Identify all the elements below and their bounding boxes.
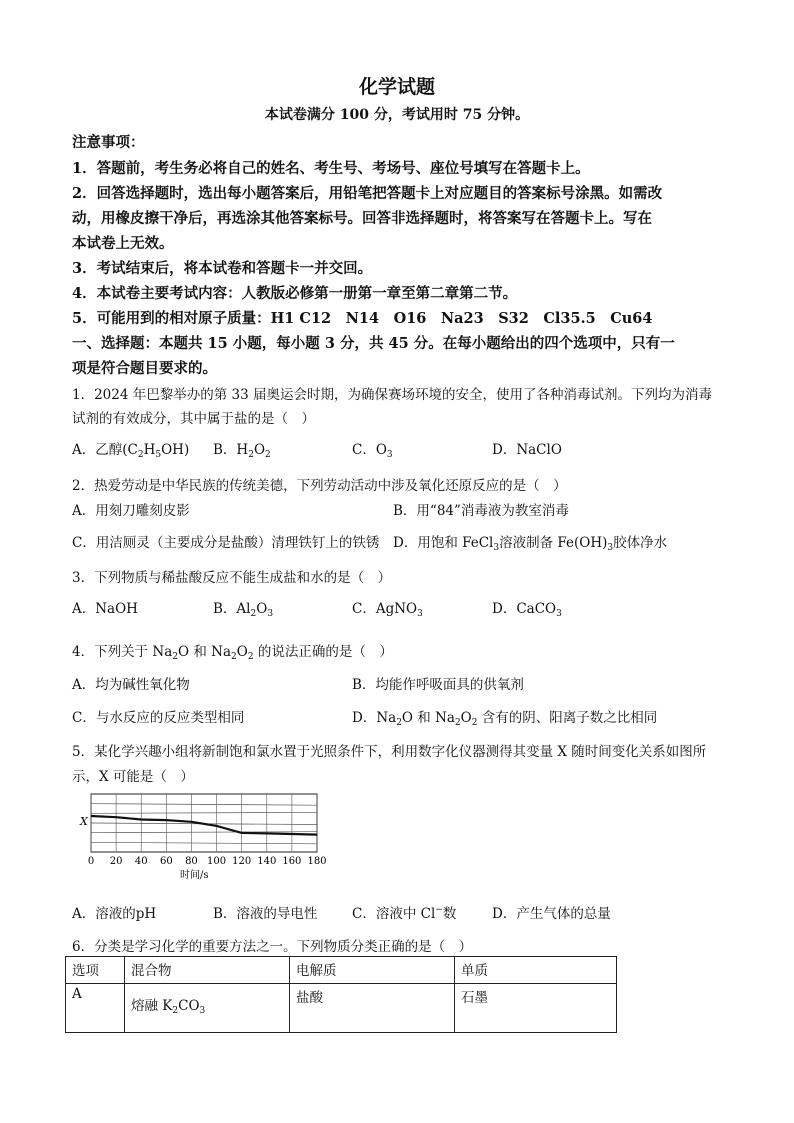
subscript: 2 (396, 718, 402, 728)
superscript: − (435, 905, 443, 915)
table-row (66, 984, 617, 1033)
stem-text: 的说法正确的是（ ） (253, 644, 393, 660)
question-1-stem-cont: 试剂的有效成分，其中属于盐的是（ ） (72, 411, 315, 427)
page-subtitle: 本试卷满分 100 分，考试用时 75 分钟。 (264, 107, 530, 123)
subscript: 2 (248, 450, 254, 460)
subscript: 2 (454, 718, 461, 728)
subscript: 2 (247, 652, 254, 662)
question-4-stem (72, 640, 393, 660)
formula: (C (122, 442, 138, 458)
notes-heading: 注意事项： (72, 134, 145, 151)
x-tick-label: 180 (307, 856, 327, 867)
question-4-option-a[interactable]: A．均为碱性氧化物 (72, 677, 190, 693)
option-text: D．Na (352, 710, 397, 726)
table-cell: 石墨 (455, 984, 617, 1033)
option-text: A．乙醇 (72, 442, 123, 458)
option-text: B．H (213, 442, 249, 458)
table-header-cell: 选项 (66, 957, 125, 984)
note-item: 4．本试卷主要考试内容：人教版必修第一册第一章至第二章第二节。 (72, 285, 518, 302)
question-1-option-c[interactable] (352, 438, 393, 458)
note-item: 动，用橡皮擦干净后，再选涂其他答案标号。回答非选择题时，将答案写在答题卡上。写在 (72, 210, 652, 227)
subscript: 2 (265, 450, 271, 460)
question-5-stem-cont: 示，X 可能是（ ） (72, 769, 194, 785)
subscript: 2 (231, 652, 237, 662)
question-4-option-c[interactable]: C．与水反应的反应类型相同 (72, 710, 245, 726)
option-text: D．NaClO (492, 442, 562, 458)
question-5-option-d[interactable]: D．产生气体的总量 (492, 906, 611, 922)
x-tick-label: 40 (134, 856, 148, 867)
page-title: 化学试题 (358, 76, 435, 98)
option-text: B．Al (213, 601, 251, 617)
question-5-stem: 5．某化学兴趣小组将新制饱和氯水置于光照条件下，利用数字化仪器测得其变量 X 随时间变化关系如图所 (72, 744, 707, 760)
subscript: 3 (607, 543, 614, 553)
subscript: 5 (155, 450, 162, 460)
stem-text: 4．下列关于 Na (72, 644, 173, 660)
question-1-option-d[interactable] (492, 438, 562, 458)
subscript: 3 (417, 609, 423, 619)
table-header-row (66, 957, 617, 984)
classification-table (65, 956, 617, 1033)
x-tick-label: 100 (207, 856, 227, 867)
question-1-option-a[interactable] (72, 438, 189, 458)
subscript: 3 (199, 1006, 206, 1016)
grid-line (91, 812, 317, 813)
stem-text: O (236, 644, 248, 660)
question-3-option-d[interactable] (492, 597, 562, 617)
stem-text: O 和 Na (177, 644, 231, 660)
option-text: C．AgNO (352, 601, 418, 617)
option-text: 含有的阴、阳离子数之比相同 (477, 710, 658, 726)
x-tick-label: 0 (87, 856, 95, 867)
question-1-option-b[interactable] (213, 438, 271, 458)
option-text: O 和 Na (401, 710, 455, 726)
subscript: 2 (250, 609, 257, 619)
subscript: 2 (137, 450, 144, 460)
x-tick-label: 120 (232, 856, 252, 867)
x-axis-label: 时间/s (180, 870, 209, 881)
question-2-option-c[interactable]: C．用洁厕灵（主要成分是盐酸）清理铁钉上的铁锈 (72, 535, 380, 551)
x-tick-label: 80 (185, 856, 198, 867)
question-1-stem: 1．2024 年巴黎举办的第 33 届奥运会时期，为确保赛场环境的安全，使用了各种消毒试剂。下列均为消毒 (72, 387, 712, 403)
option-text: 溶液制备 Fe(OH) (499, 535, 608, 551)
note-item: 3．考试结束后，将本试卷和答题卡一并交回。 (72, 260, 373, 277)
question-6-stem: 6．分类是学习化学的重要方法之一。下列物质分类正确的是（ ） (72, 939, 473, 955)
formula: O (256, 601, 268, 617)
question-3-option-b[interactable] (213, 597, 273, 617)
table-cell: A (66, 984, 125, 1033)
option-text: C．溶液中 Cl (352, 906, 436, 922)
formula: H (143, 442, 156, 458)
grid-line (91, 832, 317, 833)
note-item: 本试卷上无效。 (72, 235, 174, 252)
question-5-option-a[interactable]: A．溶液的pH (72, 906, 157, 922)
question-2-option-a[interactable]: A．用刻刀雕刻皮影 (72, 503, 190, 519)
option-text: D．CaCO (492, 601, 557, 617)
subscript: 3 (493, 543, 500, 553)
x-tick-label: 20 (109, 856, 123, 867)
question-3-option-a[interactable]: A．NaOH (72, 601, 138, 617)
section-heading: 一、选择题：本题共 15 小题，每小题 3 分，共 45 分。在每小题给出的四个选项中，只有一 (72, 335, 675, 352)
note-item: 1．答题前，考生务必将自己的姓名、考生号、考场号、座位号填写在答题卡上。 (72, 160, 590, 177)
question-5-option-c[interactable] (352, 902, 456, 922)
formula: O (253, 442, 266, 458)
subscript: 3 (556, 609, 562, 619)
question-5-option-b[interactable]: B．溶液的导电性 (213, 906, 318, 922)
cell-text: CO (178, 998, 200, 1014)
option-text: C．O (352, 442, 387, 458)
option-text: O (460, 710, 472, 726)
question-2-option-d[interactable] (393, 531, 667, 551)
question-3-stem: 3．下列物质与稀盐酸反应不能生成盐和水的是（ ） (72, 570, 392, 586)
table-header-cell: 电解质 (290, 957, 455, 984)
table-cell (125, 984, 290, 1033)
table-header-cell: 混合物 (125, 957, 290, 984)
question-2-stem: 2．热爱劳动是中华民族的传统美德，下列劳动活动中涉及氧化还原反应的是（ ） (72, 478, 567, 494)
option-text: 胶体净水 (613, 535, 668, 551)
question-4-option-b[interactable]: B．均能作呼吸面具的供氧剂 (352, 677, 524, 693)
question-4-option-d[interactable] (352, 706, 657, 726)
subscript: 2 (471, 718, 478, 728)
section-heading-cont: 项是符合题目要求的。 (72, 360, 217, 377)
note-item: 5．可能用到的相对原子质量：H1 C12 N14 O16 Na23 S32 Cl35.5 Cu64 (72, 310, 653, 327)
table-header-cell: 单质 (455, 957, 617, 984)
x-tick-labels (88, 856, 327, 867)
formula: OH) (161, 442, 190, 458)
x-tick-label: 60 (159, 856, 173, 867)
cell-text: 熔融 K (131, 998, 173, 1014)
line-chart (78, 790, 327, 882)
subscript: 2 (172, 652, 178, 662)
subscript: 3 (386, 450, 393, 460)
grid-line (91, 804, 317, 806)
subscript: 2 (172, 1006, 179, 1016)
note-item: 2．回答选择题时，选出每小题答案后，用铅笔把答题卡上对应题目的答案标号涂黑。如需改 (72, 185, 663, 202)
y-axis-label: X (80, 815, 88, 828)
grid-line (91, 842, 317, 844)
table-cell: 盐酸 (290, 984, 455, 1033)
subscript: 3 (267, 609, 274, 619)
option-text: 数 (442, 906, 457, 922)
question-2-option-b[interactable]: B．用“84”消毒液为教室消毒 (393, 503, 569, 519)
question-3-option-c[interactable] (352, 597, 423, 617)
x-tick-label: 160 (282, 856, 302, 867)
option-text: D．用饱和 FeCl (393, 535, 494, 551)
x-tick-label: 140 (257, 856, 277, 867)
